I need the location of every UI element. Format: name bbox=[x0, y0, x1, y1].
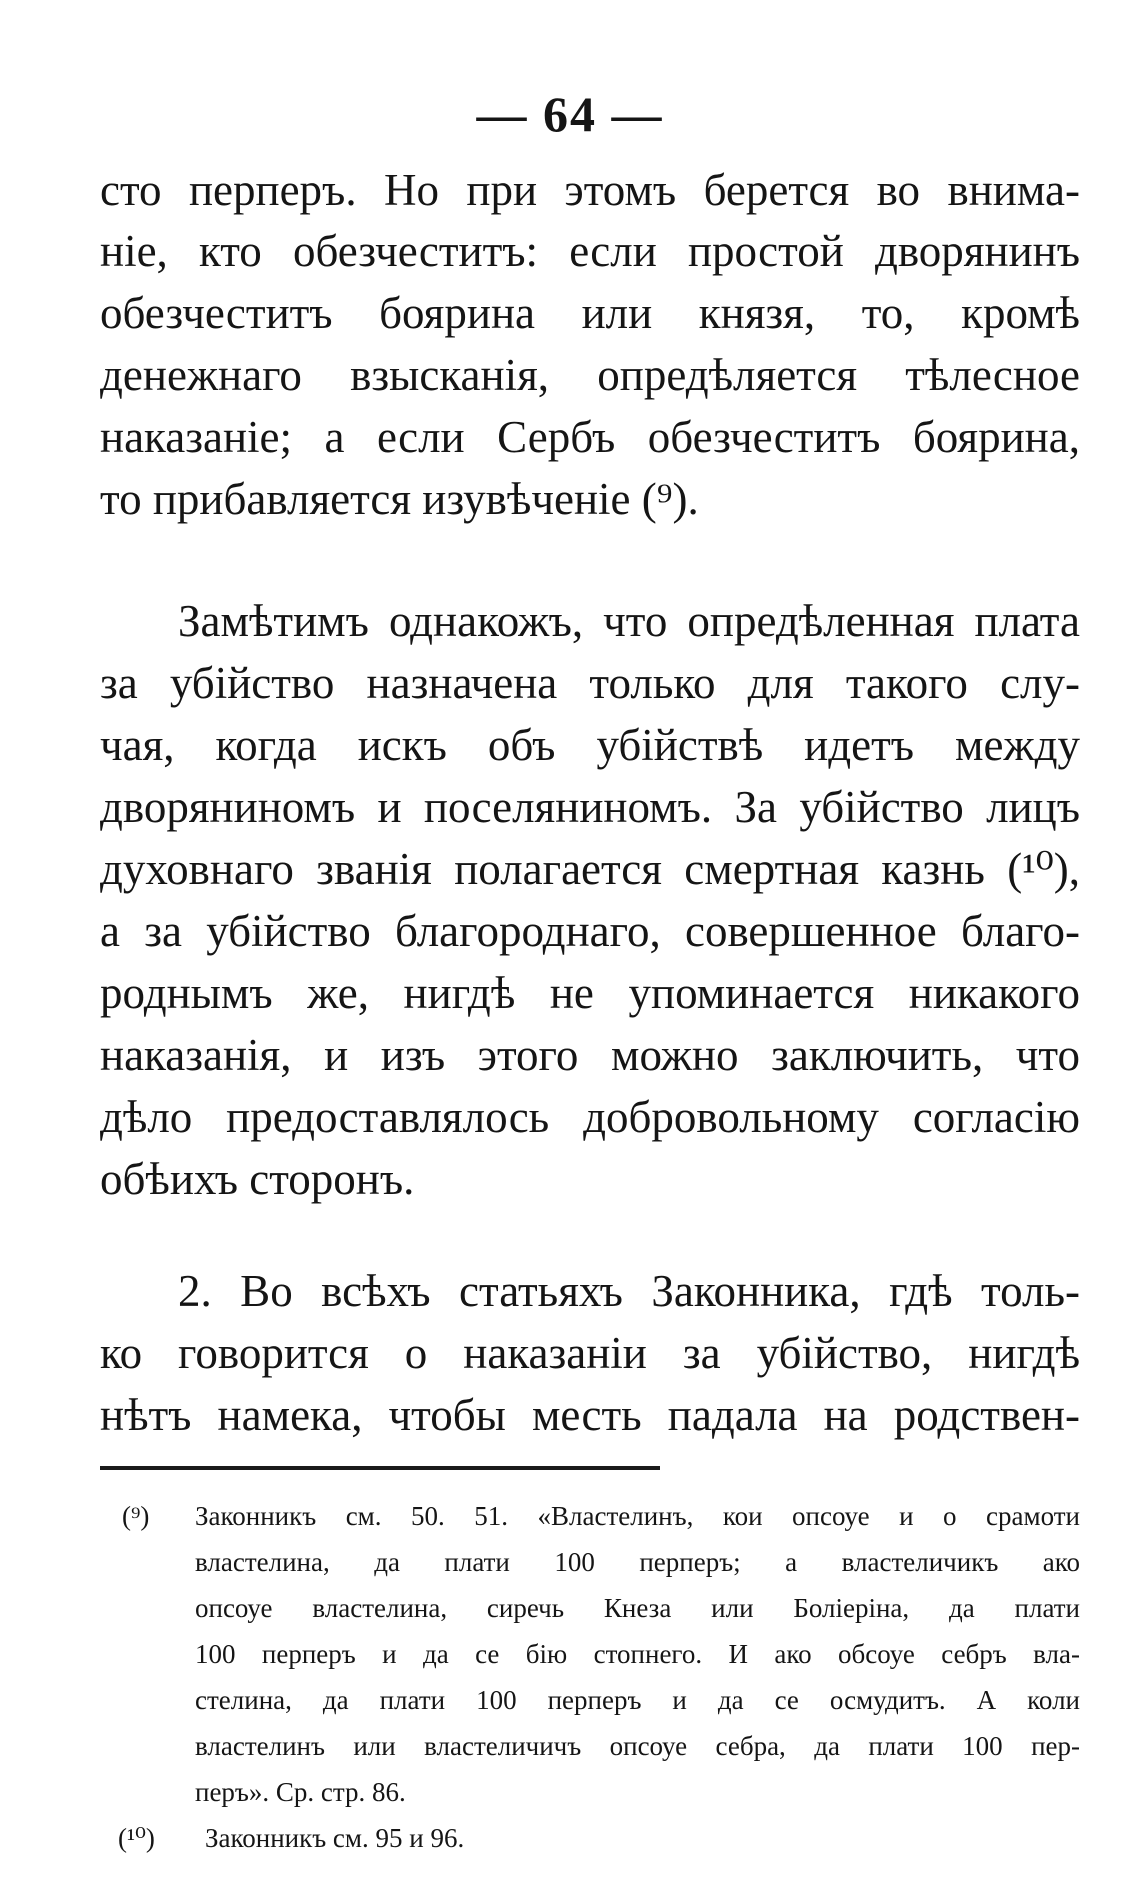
text-line: Замѣтимъ однакожъ, что опредѣленная плата bbox=[178, 596, 1080, 646]
text-line: духовнаго званія полагается смертная казнь (¹⁰), bbox=[100, 844, 1080, 894]
footnote-marker: (⁹) bbox=[122, 1501, 150, 1531]
text-line: а за убійство благороднаго, совершенное благо- bbox=[100, 906, 1080, 956]
footnote-line: Законникъ см. 50. 51. «Властелинъ, кои опсоуе и о срамоти bbox=[195, 1501, 1080, 1531]
footnote-line: стелина, да плати 100 перперъ и да се осмудитъ. А коли bbox=[195, 1685, 1080, 1715]
footnote-divider bbox=[100, 1466, 660, 1470]
footnote-line: Законникъ см. 95 и 96. bbox=[205, 1823, 465, 1853]
text-line: денежнаго взысканія, опредѣляется тѣлесное bbox=[100, 350, 1080, 400]
text-line: нѣтъ намека, чтобы месть падала на родствен- bbox=[100, 1390, 1080, 1440]
footnote-line: властелинъ или властеличичъ опсоуе себра, да плати 100 пер- bbox=[195, 1731, 1080, 1761]
text-line: обѣихъ сторонъ. bbox=[100, 1154, 415, 1204]
text-line: то прибавляется изувѣченіе (⁹). bbox=[100, 474, 699, 524]
footnote-marker: (¹⁰) bbox=[118, 1823, 155, 1853]
page-number: — 64 — bbox=[476, 86, 664, 142]
text-line: наказаніе; а если Сербъ обезчеститъ боярина, bbox=[100, 412, 1080, 462]
text-line: сто перперъ. Но при этомъ берется во внима- bbox=[100, 165, 1080, 215]
text-line: роднымъ же, нигдѣ не упоминается никакого bbox=[100, 968, 1080, 1018]
text-line: ніе, кто обезчеститъ: если простой дворянинъ bbox=[100, 226, 1080, 276]
text-line: наказанія, и изъ этого можно заключить, что bbox=[100, 1030, 1080, 1080]
text-line: дворяниномъ и поселяниномъ. За убійство лицъ bbox=[100, 782, 1080, 832]
text-line: чая, когда искъ объ убійствѣ идетъ между bbox=[100, 720, 1080, 770]
text-line: ко говорится о наказаніи за убійство, нигдѣ bbox=[100, 1328, 1080, 1378]
text-line: 2. Во всѣхъ статьяхъ Законника, гдѣ толь- bbox=[178, 1266, 1080, 1316]
footnote-line: опсоуе властелина, сиречь Кнеза или Боліеріна, да плати bbox=[195, 1593, 1080, 1623]
footnote-line: властелина, да плати 100 перперъ; а властеличикъ ако bbox=[195, 1547, 1080, 1577]
text-line: обезчеститъ боярина или князя, то, кромѣ bbox=[100, 288, 1080, 338]
footnote-line: 100 перперъ и да се бію стопнего. И ако обсоуе себръ вла- bbox=[195, 1639, 1080, 1669]
text-line: за убійство назначена только для такого слу- bbox=[100, 658, 1080, 708]
footnote-line: перъ». Ср. стр. 86. bbox=[195, 1777, 406, 1807]
text-line: дѣло предоставлялось добровольному согласію bbox=[100, 1092, 1080, 1142]
